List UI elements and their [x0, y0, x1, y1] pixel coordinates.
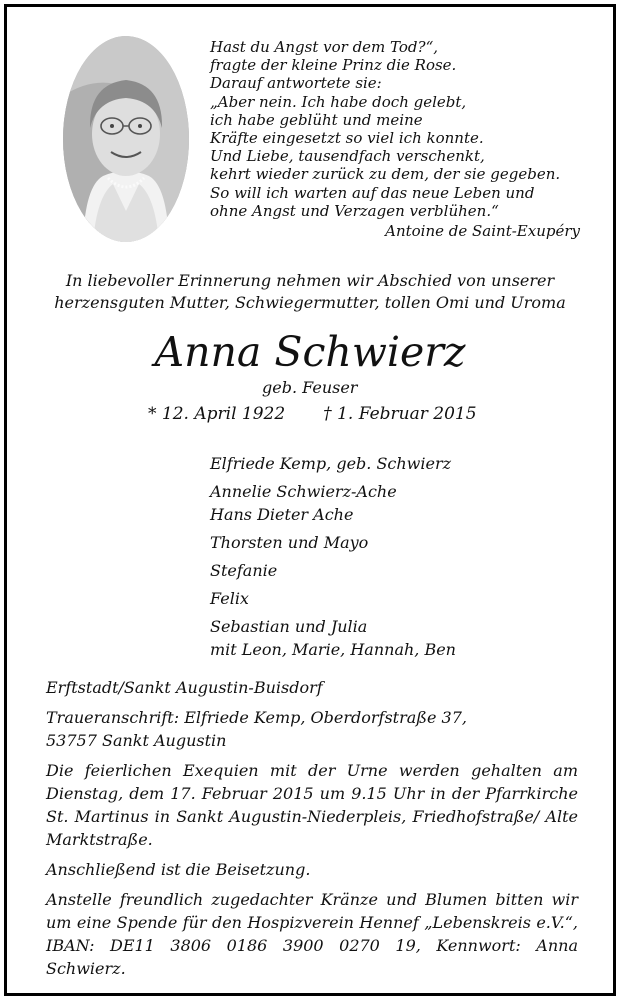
intro-line: In liebevoller Erinnerung nehmen wir Abschied von unserer	[65, 271, 555, 290]
poem-line: So will ich warten auf das neue Leben und	[210, 183, 535, 202]
poem-line: fragte der kleine Prinz die Rose.	[210, 56, 457, 75]
mourning-address	[46, 706, 578, 752]
death-date: † 1. Februar 2015	[323, 404, 477, 424]
mourner-entry: Sebastian und Julia	[210, 617, 368, 636]
mourner-entry: Hans Dieter Ache	[210, 505, 354, 524]
mourner-entry: Elfriede Kemp, geb. Schwierz	[210, 454, 452, 473]
poem-line: Und Liebe, tausendfach verschenkt,	[210, 147, 485, 166]
mourners-list	[210, 452, 456, 661]
poem-line: kehrt wieder zurück zu dem, der sie gegeben.	[210, 165, 561, 184]
mourner-entry: Annelie Schwierz-Ache	[210, 482, 397, 501]
address-line: 53757 Sankt Augustin	[46, 731, 227, 750]
mourner-entry: Felix	[210, 589, 249, 608]
mourner-entry: mit Leon, Marie, Hannah, Ben	[210, 640, 456, 659]
donation-info: Anstelle freundlich zugedachter Kränze und Blumen bitten wir um eine Spende für den Hospizverein Hennef „Lebenskreis e.V.“, IBAN: DE11 3806 0186 3900 0270 19, Kennwort: Anna Schwierz.	[46, 890, 578, 978]
mourner-entry: Thorsten und Mayo	[210, 533, 369, 552]
life-dates	[148, 404, 477, 424]
address-line: Traueranschrift: Elfriede Kemp, Oberdorfstraße 37,	[46, 708, 467, 727]
portrait-illustration	[63, 36, 189, 242]
birth-date: * 12. April 1922	[148, 404, 286, 424]
birth-name: geb. Feuser	[262, 378, 358, 397]
intro-line: herzensguten Mutter, Schwiegermutter, tollen Omi und Uroma	[54, 293, 566, 312]
poem-quote	[210, 38, 580, 240]
poem-line: Hast du Angst vor dem Tod?“,	[210, 38, 439, 56]
deceased-name: Anna Schwierz	[154, 328, 466, 376]
portrait-photo	[63, 36, 189, 242]
service-info: Die feierlichen Exequien mit der Urne werden gehalten am Dienstag, dem 17. Februar 2015 um 9.15 Uhr in der Pfarrkirche St. Martinus in Sankt Augustin-Niederpleis, Friedhofstraße/ Alte Marktstraße.	[46, 761, 578, 849]
poem-line: ohne Angst und Verzagen verblühen.“	[210, 201, 499, 220]
intro-text	[20, 270, 600, 314]
funeral-details	[46, 676, 578, 987]
poem-line: Darauf antwortete sie:	[210, 74, 382, 93]
poem-line: Kräfte eingesetzt so viel ich konnte.	[210, 129, 484, 148]
burial-info: Anschließend ist die Beisetzung.	[46, 860, 311, 879]
poem-line: ich habe geblüht und meine	[210, 110, 423, 129]
poem-author: Antoine de Saint-Exupéry	[385, 222, 580, 241]
mourner-entry: Stefanie	[210, 561, 278, 580]
poem-line: „Aber nein. Ich habe doch gelebt,	[210, 92, 467, 111]
location-line: Erftstadt/Sankt Augustin-Buisdorf	[46, 678, 323, 697]
